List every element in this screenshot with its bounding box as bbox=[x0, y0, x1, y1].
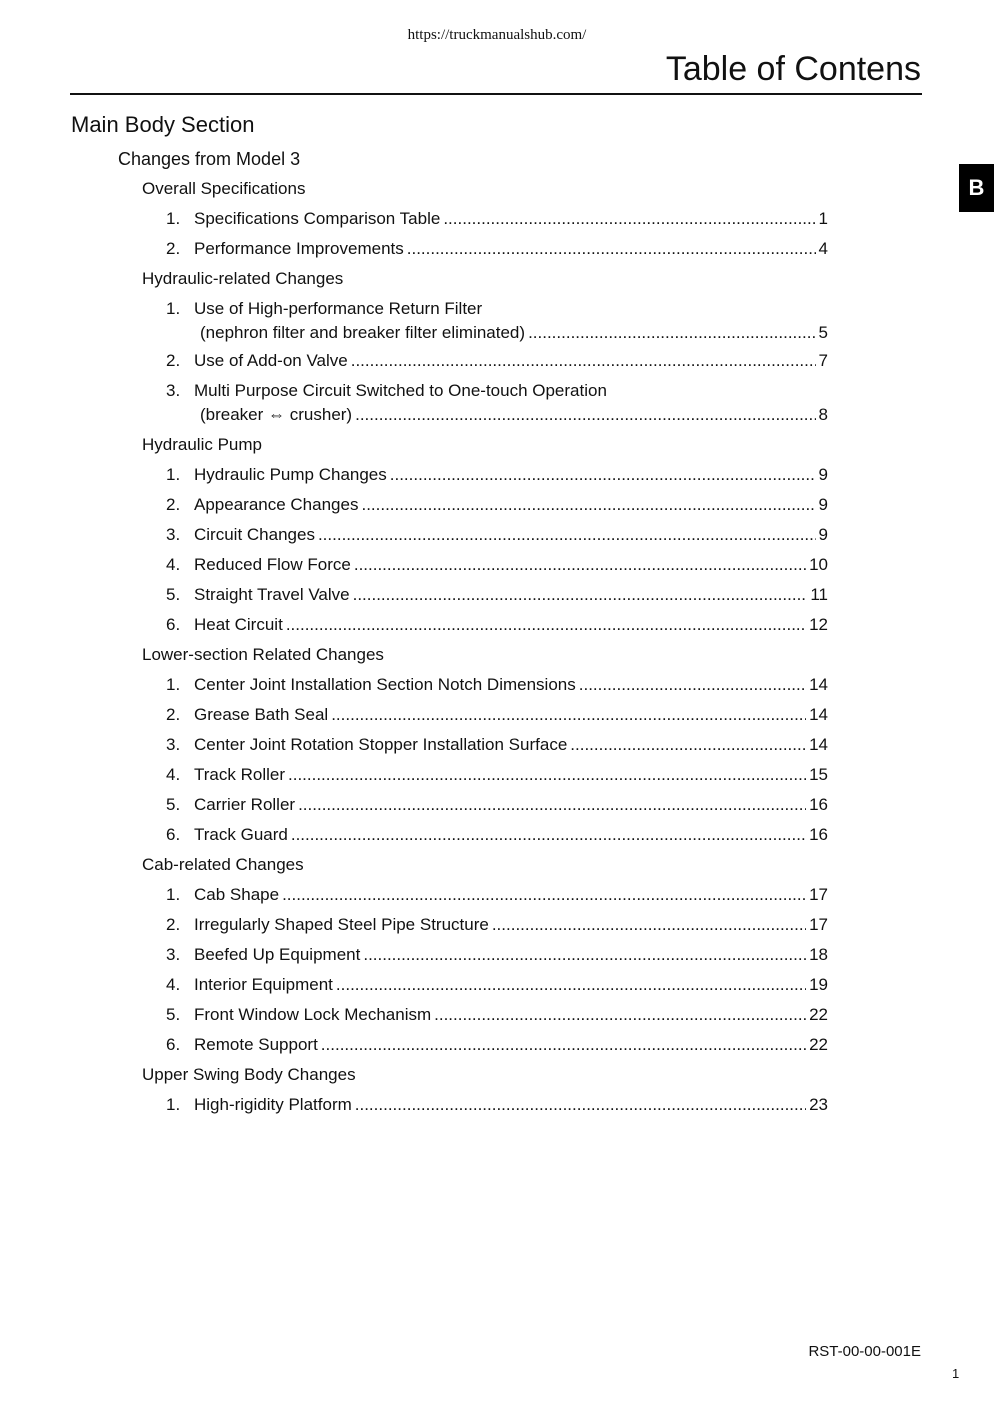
entry-page: 8 bbox=[818, 405, 828, 424]
entry-number: 6. bbox=[166, 615, 181, 634]
dot-leader bbox=[355, 1094, 806, 1116]
entry-title: Appearance Changes bbox=[194, 495, 359, 514]
entry-page: 17 bbox=[809, 885, 828, 904]
toc-sub-heading: Changes from Model 3 bbox=[118, 149, 301, 169]
entry-title-line1: Multi Purpose Circuit Switched to One-touch Operation bbox=[194, 381, 607, 400]
toc-entry[interactable] bbox=[166, 1034, 828, 1056]
toc-entry[interactable] bbox=[166, 674, 828, 696]
dot-leader bbox=[390, 464, 816, 486]
toc-entry[interactable] bbox=[166, 238, 828, 260]
toc-section-heading: Hydraulic-related Changes bbox=[142, 269, 344, 288]
entry-page: 16 bbox=[809, 795, 828, 814]
entry-title: Hydraulic Pump Changes bbox=[194, 465, 387, 484]
entry-number: 1. bbox=[166, 465, 181, 484]
title-underline bbox=[70, 93, 922, 95]
toc-entry[interactable] bbox=[166, 584, 828, 606]
dot-leader bbox=[570, 734, 806, 756]
dot-leader bbox=[291, 824, 806, 846]
entry-number: 1. bbox=[166, 1095, 181, 1114]
entry-title: Center Joint Rotation Stopper Installation Surface bbox=[194, 735, 568, 754]
entry-title: Grease Bath Seal bbox=[194, 705, 329, 724]
entry-title: Performance Improvements bbox=[194, 239, 404, 258]
dot-leader bbox=[443, 208, 815, 230]
dot-leader bbox=[331, 704, 806, 726]
toc-entry[interactable] bbox=[166, 764, 828, 786]
toc-main-heading: Main Body Section bbox=[71, 112, 255, 137]
dot-leader bbox=[355, 404, 815, 426]
toc-section-heading: Overall Specifications bbox=[142, 179, 306, 198]
dot-leader bbox=[351, 350, 816, 372]
entry-page: 22 bbox=[809, 1005, 828, 1024]
toc-entry[interactable] bbox=[166, 884, 828, 906]
page-title: Table of Contens bbox=[665, 50, 921, 88]
entry-title: Track Guard bbox=[194, 825, 288, 844]
entry-title: Irregularly Shaped Steel Pipe Structure bbox=[194, 915, 489, 934]
entry-title: High-rigidity Platform bbox=[194, 1095, 352, 1114]
toc-entry[interactable] bbox=[166, 350, 828, 372]
entry-page: 9 bbox=[818, 525, 828, 544]
entry-page: 16 bbox=[809, 825, 828, 844]
toc-entry[interactable] bbox=[166, 298, 828, 346]
toc-entry[interactable] bbox=[166, 914, 828, 936]
entry-page: 9 bbox=[818, 495, 828, 514]
entry-page: 19 bbox=[809, 975, 828, 994]
dot-leader bbox=[321, 1034, 806, 1056]
entry-page: 14 bbox=[809, 705, 828, 724]
entry-number: 4. bbox=[166, 555, 181, 574]
entry-number: 3. bbox=[166, 945, 181, 964]
entry-title: Straight Travel Valve bbox=[194, 585, 350, 604]
entry-number: 3. bbox=[166, 381, 181, 400]
entry-title: Track Roller bbox=[194, 765, 285, 784]
entry-page: 14 bbox=[809, 735, 828, 754]
entry-title: Use of Add-on Valve bbox=[194, 351, 348, 370]
entry-page: 9 bbox=[818, 465, 828, 484]
entry-title: Circuit Changes bbox=[194, 525, 315, 544]
toc-entry[interactable] bbox=[166, 554, 828, 576]
entry-number: 2. bbox=[166, 351, 181, 370]
entry-number: 4. bbox=[166, 765, 181, 784]
entry-page: 10 bbox=[809, 555, 828, 574]
toc-entry[interactable] bbox=[166, 1094, 828, 1116]
entry-number: 2. bbox=[166, 705, 181, 724]
entry-title: (breaker ⇔ crusher) bbox=[200, 405, 353, 424]
entry-title: Heat Circuit bbox=[194, 615, 283, 634]
entry-number: 6. bbox=[166, 1035, 181, 1054]
dot-leader bbox=[434, 1004, 806, 1026]
dot-leader bbox=[361, 494, 815, 516]
entry-page: 15 bbox=[809, 765, 828, 784]
dot-leader bbox=[579, 674, 806, 696]
entry-title: Carrier Roller bbox=[194, 795, 296, 814]
toc-entry[interactable] bbox=[166, 614, 828, 636]
dot-leader bbox=[528, 322, 815, 344]
entry-page: 17 bbox=[809, 915, 828, 934]
dot-leader bbox=[492, 914, 806, 936]
entry-number: 5. bbox=[166, 1005, 181, 1024]
entry-page: 12 bbox=[809, 615, 828, 634]
entry-number: 2. bbox=[166, 495, 181, 514]
source-url: https://truckmanualshub.com/ bbox=[407, 27, 587, 43]
dot-leader bbox=[288, 764, 806, 786]
entry-page: 1 bbox=[818, 209, 828, 228]
entry-number: 1. bbox=[166, 299, 181, 318]
entry-title: Reduced Flow Force bbox=[194, 555, 351, 574]
toc-entry[interactable] bbox=[166, 1004, 828, 1026]
dot-leader bbox=[407, 238, 816, 260]
entry-page: 7 bbox=[818, 351, 828, 370]
entry-number: 1. bbox=[166, 675, 181, 694]
toc-entry[interactable] bbox=[166, 524, 828, 546]
document-id: RST-00-00-001E bbox=[808, 1343, 921, 1360]
entry-title: (nephron filter and breaker filter eliminated) bbox=[200, 323, 526, 342]
toc-entry[interactable] bbox=[166, 464, 828, 486]
toc-entry[interactable] bbox=[166, 380, 828, 428]
toc-entry[interactable] bbox=[166, 944, 828, 966]
entry-number: 2. bbox=[166, 239, 181, 258]
toc-entry[interactable] bbox=[166, 824, 828, 846]
toc-entry[interactable] bbox=[166, 974, 828, 996]
entry-page: 5 bbox=[818, 323, 828, 342]
toc-section-heading: Lower-section Related Changes bbox=[142, 645, 384, 664]
entry-title: Cab Shape bbox=[194, 885, 280, 904]
entry-page: 11 bbox=[810, 585, 828, 604]
dot-leader bbox=[363, 944, 806, 966]
page-number: 1 bbox=[952, 1366, 960, 1381]
toc-entry[interactable] bbox=[166, 794, 828, 816]
entry-number: 4. bbox=[166, 975, 181, 994]
entry-page: 23 bbox=[809, 1095, 828, 1114]
entry-page: 22 bbox=[809, 1035, 828, 1054]
toc-entry[interactable] bbox=[166, 208, 828, 230]
entry-title-line1: Use of High-performance Return Filter bbox=[194, 299, 483, 318]
dot-leader bbox=[336, 974, 806, 996]
entry-number: 3. bbox=[166, 735, 181, 754]
entry-title: Front Window Lock Mechanism bbox=[194, 1005, 432, 1024]
dot-leader bbox=[353, 584, 808, 606]
entry-page: 4 bbox=[818, 239, 828, 258]
entry-title: Center Joint Installation Section Notch Dimensions bbox=[194, 675, 576, 694]
entry-number: 3. bbox=[166, 525, 181, 544]
entry-title: Specifications Comparison Table bbox=[194, 209, 441, 228]
section-tab-b: B bbox=[959, 164, 994, 212]
entry-page: 14 bbox=[809, 675, 828, 694]
dot-leader bbox=[286, 614, 806, 636]
dot-leader bbox=[354, 554, 806, 576]
toc-section-heading: Hydraulic Pump bbox=[142, 435, 262, 454]
entry-number: 2. bbox=[166, 915, 181, 934]
toc-section-heading: Upper Swing Body Changes bbox=[142, 1065, 356, 1084]
toc-section-heading: Cab-related Changes bbox=[142, 855, 304, 874]
entry-number: 6. bbox=[166, 825, 181, 844]
toc-entry[interactable] bbox=[166, 494, 828, 516]
dot-leader bbox=[282, 884, 806, 906]
entry-title: Remote Support bbox=[194, 1035, 318, 1054]
entry-number: 1. bbox=[166, 209, 181, 228]
entry-number: 5. bbox=[166, 585, 181, 604]
entry-title: Beefed Up Equipment bbox=[194, 945, 361, 964]
toc-entry[interactable] bbox=[166, 704, 828, 726]
toc-entry[interactable] bbox=[166, 734, 828, 756]
entry-page: 18 bbox=[809, 945, 828, 964]
entry-number: 5. bbox=[166, 795, 181, 814]
entry-title: Interior Equipment bbox=[194, 975, 333, 994]
dot-leader bbox=[318, 524, 816, 546]
dot-leader bbox=[298, 794, 806, 816]
entry-number: 1. bbox=[166, 885, 181, 904]
